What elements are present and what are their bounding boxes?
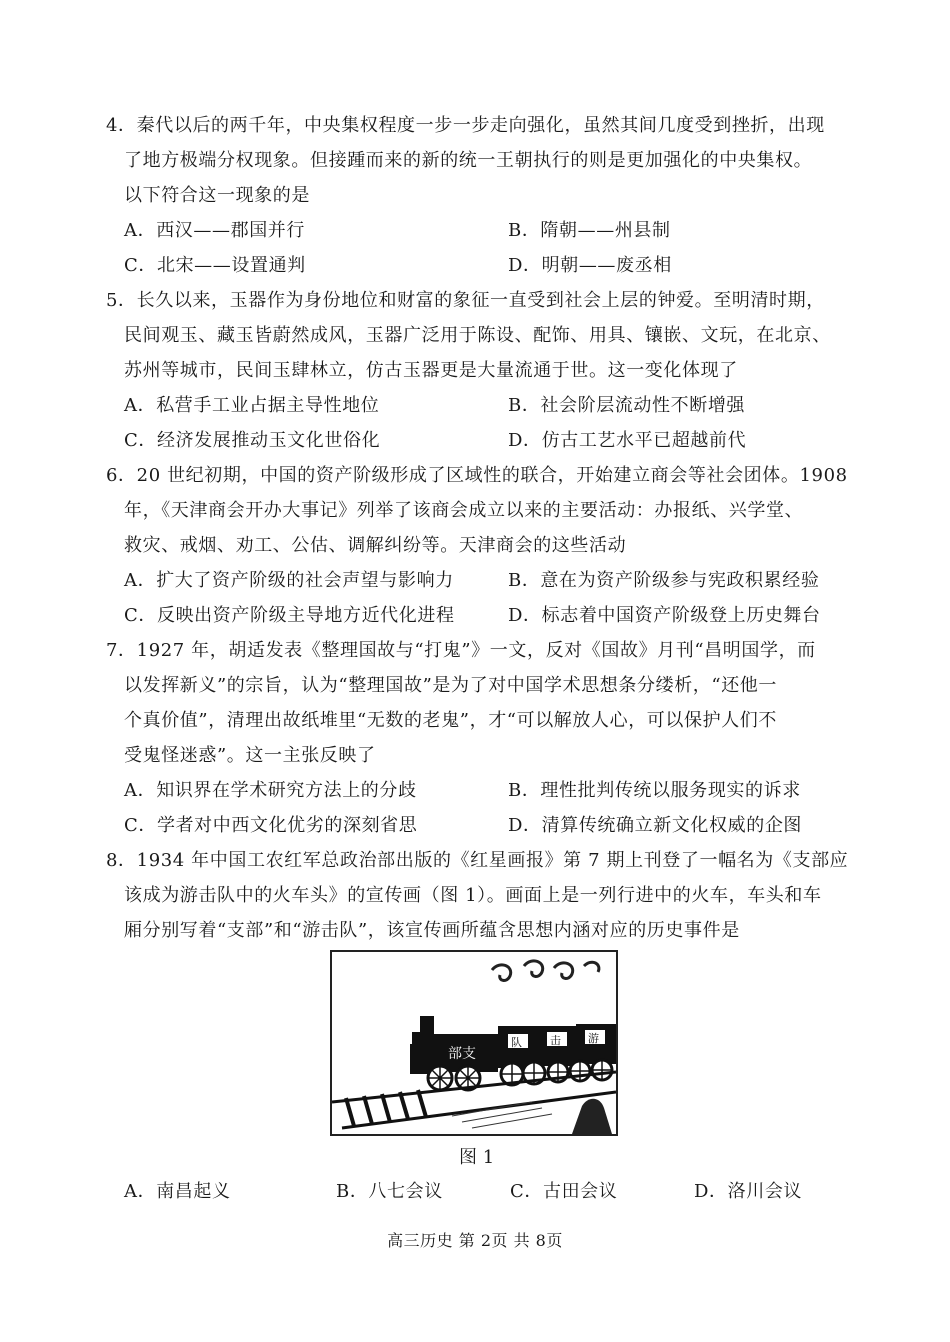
q7-stem-line-4: 受鬼怪迷惑”。这一主张反映了: [124, 745, 376, 766]
figure-caption: 图 1: [459, 1147, 495, 1168]
q5-stem-line-3: 苏州等城市，民间玉肆林立，仿古玉器更是大量流通于世。这一变化体现了: [124, 360, 738, 381]
q8-option-c[interactable]: C．古田会议: [510, 1181, 618, 1202]
q8-stem-line-2: 该成为游击队中的火车头》的宣传画（图 1）。画面上是一列行进中的火车，车头和车: [124, 885, 822, 906]
q7-stem-line-1: 7．1927 年，胡适发表《整理国故与“打鬼”》一文，反对《国故》月刊“昌明国学，而: [106, 640, 816, 661]
q8-stem-line-3: 厢分别写着“支部”和“游击队”，该宣传画所蕴含思想内涵对应的历史事件是: [124, 920, 740, 941]
page-footer: 高三历史 第 2页 共 8页: [387, 1231, 563, 1250]
q7-stem-line-2: 以发挥新义”的宗旨，认为“整理国故”是为了对中国学术思想条分缕析，“还他一: [124, 675, 778, 696]
smoke-swirls: [492, 961, 599, 981]
q6-stem-line-1: 6．20 世纪初期，中国的资产阶级形成了区域性的联合，开始建立商会等社会团体。1908: [106, 465, 848, 486]
q7-option-d[interactable]: D．清算传统确立新文化权威的企图: [508, 815, 803, 836]
car-1-label: 队: [511, 1036, 522, 1049]
q8-option-a[interactable]: A．南昌起义: [124, 1181, 231, 1202]
car-2-label: 击: [550, 1034, 561, 1047]
q4-stem-line-3: 以下符合这一现象的是: [124, 185, 310, 206]
q5-option-d[interactable]: D．仿古工艺水平已超越前代: [508, 430, 747, 451]
q6-option-d[interactable]: D．标志着中国资产阶级登上历史舞台: [508, 605, 821, 626]
propaganda-poster-figure: [330, 950, 618, 1136]
q5-option-b[interactable]: B．社会阶层流动性不断增强: [508, 395, 746, 416]
engine-label: 部支: [448, 1046, 476, 1062]
q6-option-b[interactable]: B．意在为资产阶级参与宪政积累经验: [508, 570, 820, 591]
q4-option-b[interactable]: B．隋朝——州县制: [508, 220, 671, 241]
q5-stem-line-1: 5．长久以来，玉器作为身份地位和财富的象征一直受到社会上层的钟爱。至明清时期，: [106, 290, 825, 311]
q8-option-b[interactable]: B．八七会议: [336, 1181, 443, 1202]
q4-stem-line-2: 了地方极端分权现象。但接踵而来的新的统一王朝执行的则是更加强化的中央集权。: [124, 150, 813, 171]
q5-stem-line-2: 民间观玉、藏玉皆蔚然成风，玉器广泛用于陈设、配饰、用具、镶嵌、文玩，在北京、: [124, 325, 831, 346]
q6-stem-line-3: 救灾、戒烟、劝工、公估、调解纠纷等。天津商会的这些活动: [124, 535, 627, 556]
q4-option-c[interactable]: C．北宋——设置通判: [124, 255, 306, 276]
q8-option-d[interactable]: D．洛川会议: [694, 1181, 803, 1202]
car-3-label: 游: [588, 1032, 599, 1045]
guerrilla-figure: [572, 1099, 612, 1134]
q6-option-a[interactable]: A．扩大了资产阶级的社会声望与影响力: [124, 570, 454, 591]
q5-option-c[interactable]: C．经济发展推动玉文化世俗化: [124, 430, 381, 451]
q4-stem-line-1: 4．秦代以后的两千年，中央集权程度一步一步走向强化，虽然其间几度受到挫折，出现: [106, 115, 825, 136]
q7-option-b[interactable]: B．理性批判传统以服务现实的诉求: [508, 780, 801, 801]
q6-option-c[interactable]: C．反映出资产阶级主导地方近代化进程: [124, 605, 455, 626]
q6-stem-line-2: 年，《天津商会开办大事记》列举了该商会成立以来的主要活动：办报纸、兴学堂、: [124, 500, 804, 521]
q8-stem-line-1: 8．1934 年中国工农红军总政治部出版的《红星画报》第 7 期上刊登了一幅名为《支部应: [106, 850, 849, 871]
q7-stem-line-3: 个真价值”，清理出故纸堆里“无数的老鬼”，才“可以解放人心，可以保护人们不: [124, 710, 778, 731]
train-illustration: [332, 952, 616, 1134]
q7-option-a[interactable]: A．知识界在学术研究方法上的分歧: [124, 780, 417, 801]
q4-option-d[interactable]: D．明朝——废丞相: [508, 255, 672, 276]
q4-option-a[interactable]: A．西汉——郡国并行: [124, 220, 305, 241]
q5-option-a[interactable]: A．私营手工业占据主导性地位: [124, 395, 380, 416]
q7-option-c[interactable]: C．学者对中西文化优劣的深刻省思: [124, 815, 418, 836]
